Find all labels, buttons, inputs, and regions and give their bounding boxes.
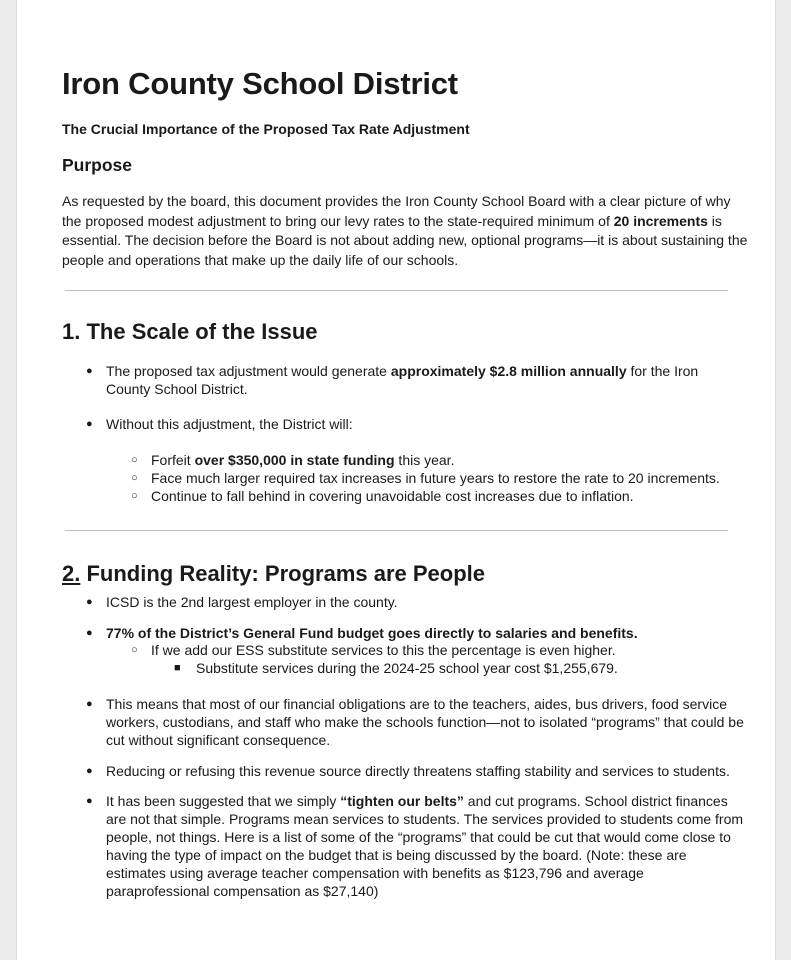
- section-2-heading: [62, 561, 485, 587]
- list-item: [86, 695, 746, 749]
- list-item: [86, 593, 746, 611]
- item-text: The proposed tax adjustment would generate: [106, 363, 391, 379]
- bullet-icon: ●: [86, 596, 93, 608]
- bullet-icon: ●: [86, 698, 93, 710]
- item-text: If we add our ESS substitute services to this the percentage is even higher.: [151, 642, 616, 658]
- document-subtitle: The Crucial Importance of the Proposed Tax Rate Adjustment: [62, 121, 470, 137]
- item-text: Reducing or refusing this revenue source directly threatens staffing stability and services to students.: [106, 763, 730, 779]
- item-text: for the Iron County School District.: [106, 363, 699, 397]
- item-text: ICSD is the 2nd largest employer in the county.: [106, 594, 398, 610]
- circle-bullet-icon: ○: [131, 644, 138, 656]
- item-text: this year.: [394, 452, 455, 468]
- document-page: [17, 0, 775, 960]
- purpose-text: As requested by the board, this document provides the Iron County School Board with a clear picture of why the proposed modest adjustment to bring our levy rates to the state-required minimum of: [62, 193, 731, 229]
- circle-bullet-icon: ○: [131, 472, 138, 484]
- purpose-heading: Purpose: [62, 155, 133, 175]
- bullet-icon: ●: [86, 365, 93, 377]
- item-text: Without this adjustment, the District will:: [106, 416, 353, 432]
- section-1-number: 1.: [62, 319, 81, 344]
- bullet-icon: ●: [86, 627, 93, 639]
- section-1-title: The Scale of the Issue: [80, 319, 318, 344]
- item-text: and cut programs. School district finances are not that simple. Programs mean services to students. The services provided to students come from people, not things. Here is a list of some of the “programs” that could be cut that would come close to having the type of impact on the budget that is being discussed by the board. (Note: these are estimates using average teacher compensation with benefits as $123,796 and average paraprofessional compensation as $27,140): [106, 793, 744, 899]
- list-item: [86, 362, 746, 398]
- divider-2: [65, 530, 728, 531]
- item-bold: approximately $2.8 million annually: [390, 363, 627, 379]
- item-bold: “tighten our belts”: [340, 793, 464, 809]
- item-text: Substitute services during the 2024-25 school year cost $1,255,679.: [196, 660, 618, 676]
- bullet-icon: ●: [86, 765, 93, 777]
- item-text: Continue to fall behind in covering unavoidable cost increases due to inflation.: [151, 488, 634, 504]
- purpose-paragraph: [62, 192, 752, 270]
- item-text: Forfeit: [151, 452, 195, 468]
- purpose-bold-increments: 20 increments: [613, 212, 708, 229]
- section-2-number: 2.: [62, 561, 81, 586]
- list-item: [86, 415, 746, 433]
- bullet-icon: ●: [86, 418, 93, 430]
- item-text: Face much larger required tax increases in future years to restore the rate to 20 increments.: [151, 470, 720, 486]
- sub-list-item: [131, 487, 751, 505]
- item-bold: 77% of the District’s General Fund budget goes directly to salaries and benefits.: [106, 625, 638, 641]
- item-text: It has been suggested that we simply: [106, 793, 341, 809]
- sub-list-item: [131, 469, 751, 487]
- sub-list-item: [131, 641, 751, 659]
- divider-1: [65, 290, 728, 291]
- item-bold: over $350,000 in state funding: [194, 452, 395, 468]
- square-bullet-icon: ■: [174, 662, 181, 674]
- purpose-text-end: is essential. The decision before the Board is not about adding new, optional programs—it is about sustaining the people and operations that make up the daily life of our schools.: [62, 212, 748, 268]
- list-item: [86, 624, 746, 642]
- list-item: [86, 792, 746, 900]
- section-2-title: Funding Reality: Programs are People: [80, 561, 486, 586]
- section-1-heading: [62, 319, 318, 345]
- sub-sub-list-item: [174, 659, 756, 677]
- circle-bullet-icon: ○: [131, 490, 138, 502]
- page-title: Iron County School District: [62, 66, 458, 101]
- bullet-icon: ●: [86, 795, 93, 807]
- item-text: This means that most of our financial obligations are to the teachers, aides, bus drivers, food service workers, custodians, and staff who make the schools function—not to isolated “programs” that could be cut without significant consequence.: [106, 696, 744, 748]
- list-item: [86, 762, 746, 780]
- sub-list-item: [131, 451, 751, 469]
- circle-bullet-icon: ○: [131, 454, 138, 466]
